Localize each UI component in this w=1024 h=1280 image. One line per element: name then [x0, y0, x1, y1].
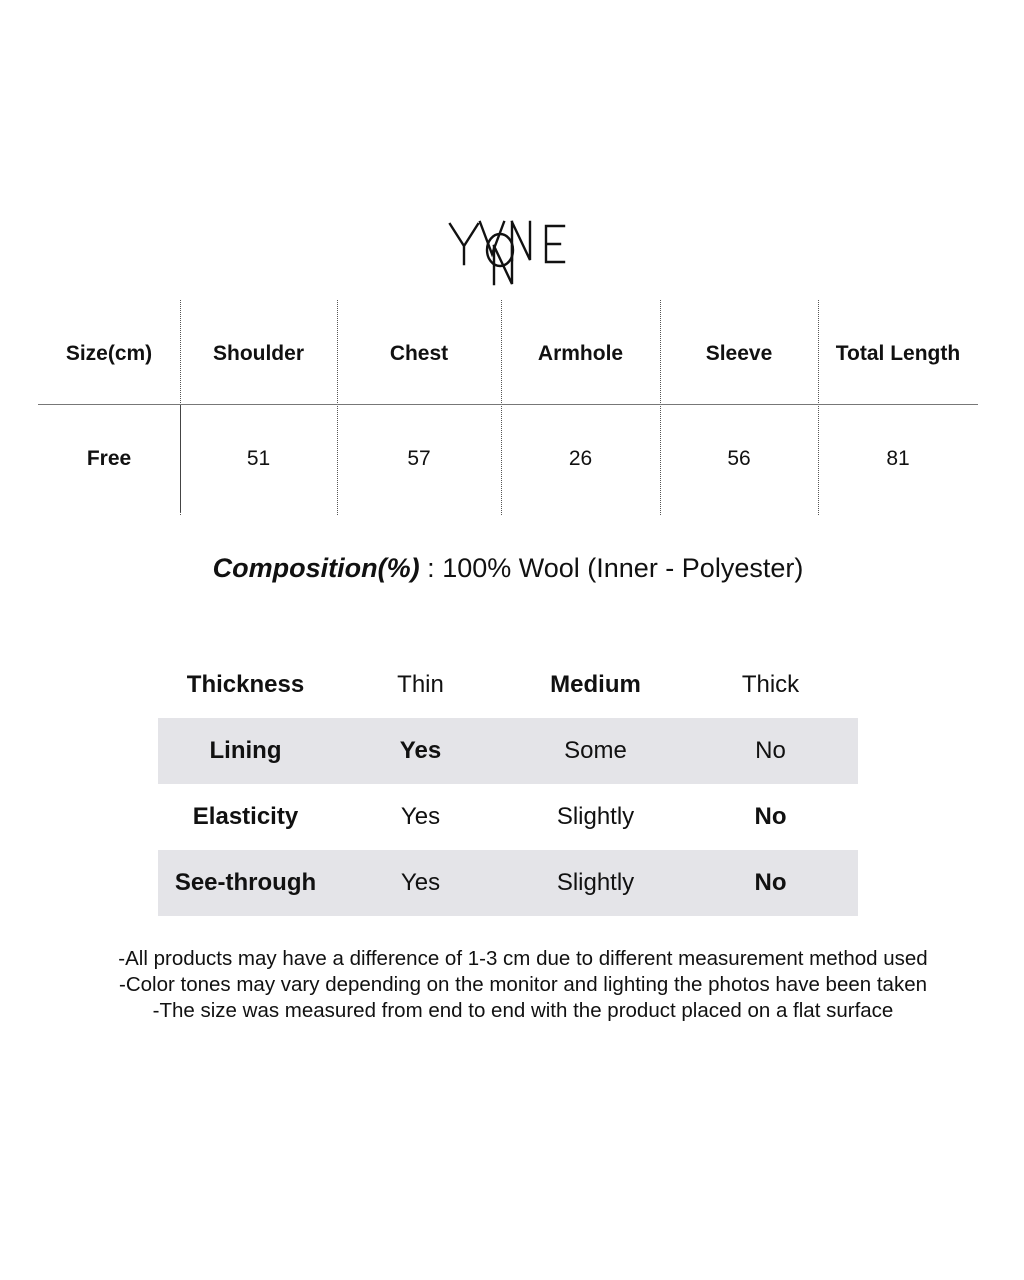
- option-cell: Yes: [400, 803, 441, 830]
- header-total-length: Total Length: [835, 342, 961, 365]
- brand-logo: [440, 210, 580, 292]
- notes: [0, 946, 1024, 1024]
- note-line: -All products may have a difference of 1-3 cm due to different measurement method used: [118, 947, 928, 970]
- header-size: Size(cm): [65, 342, 153, 365]
- shoulder-value: 51: [246, 447, 271, 470]
- option-cell: Slightly: [556, 869, 635, 896]
- composition-line: [0, 553, 1016, 584]
- table-row-lining: [158, 718, 858, 784]
- column-divider: [501, 300, 502, 515]
- row-label: See-through: [174, 869, 317, 896]
- header-chest: Chest: [389, 342, 449, 365]
- option-cell-selected: Yes: [399, 737, 442, 764]
- total-length-value: 81: [886, 447, 910, 470]
- size-table: [38, 300, 978, 515]
- note-line: -Color tones may vary depending on the monitor and lighting the photos have been taken: [119, 973, 927, 996]
- chest-value: 57: [407, 447, 431, 470]
- column-divider: [818, 300, 819, 515]
- header-shoulder: Shoulder: [212, 342, 304, 365]
- row-label: Thickness: [186, 671, 305, 698]
- header-armhole: Armhole: [537, 342, 624, 365]
- fabric-attributes-table: [158, 652, 858, 916]
- option-cell-selected: No: [754, 869, 787, 896]
- option-cell-selected: No: [754, 803, 787, 830]
- option-cell: Thin: [397, 671, 444, 698]
- table-row-elasticity: [158, 784, 858, 850]
- composition-value: 100% Wool (Inner - Polyester): [442, 553, 804, 583]
- option-cell-selected: Medium: [550, 671, 641, 698]
- note-line: -The size was measured from end to end with the product placed on a flat surface: [152, 999, 894, 1022]
- composition-label: Composition(%): [212, 553, 420, 583]
- row-label: Elasticity: [192, 803, 299, 830]
- option-cell: No: [755, 737, 786, 764]
- header-divider: [38, 404, 978, 405]
- sleeve-value: 56: [727, 447, 751, 470]
- header-sleeve: Sleeve: [705, 342, 773, 365]
- composition-separator: :: [427, 553, 435, 583]
- armhole-value: 26: [568, 447, 593, 470]
- size-value: Free: [86, 447, 132, 470]
- table-row-see-through: [158, 850, 858, 916]
- option-cell: Thick: [741, 671, 800, 698]
- row-label: Lining: [209, 737, 282, 764]
- option-cell: Slightly: [556, 803, 635, 830]
- column-divider: [660, 300, 661, 515]
- option-cell: Some: [564, 737, 627, 764]
- column-divider: [337, 300, 338, 515]
- option-cell: Yes: [400, 869, 441, 896]
- table-row-thickness: [158, 652, 858, 718]
